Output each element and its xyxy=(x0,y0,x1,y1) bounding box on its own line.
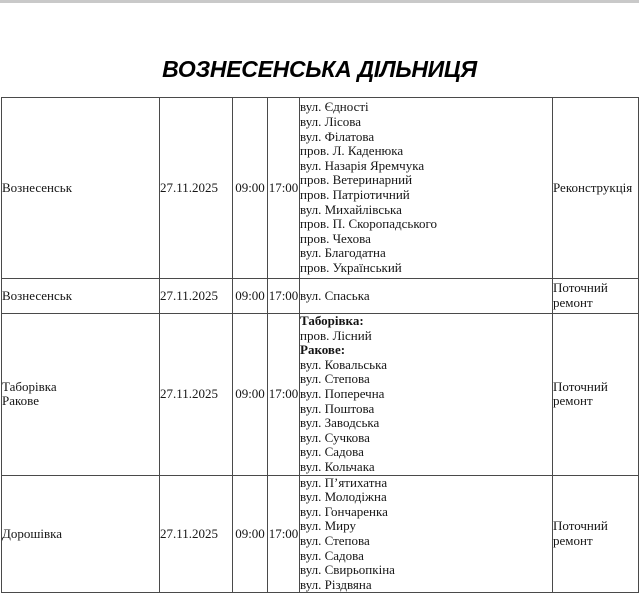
table-row xyxy=(2,475,639,593)
settlement-group-label: Ракове: xyxy=(300,342,346,358)
settlement-group-label: Таборівка: xyxy=(300,313,364,328)
street-line: вул. Гончаренка xyxy=(300,503,388,519)
end-time-cell: 17:00 xyxy=(268,279,300,314)
street-line: вул. Спаська xyxy=(300,287,370,303)
work-type-cell: Реконструкція xyxy=(553,98,639,279)
streets-cell xyxy=(300,98,553,279)
street-line: вул. Свирьопкіна xyxy=(300,562,395,578)
end-time-cell: 17:00 xyxy=(268,314,300,476)
location-line: Вознесенськ xyxy=(2,287,73,303)
street-line: вул. Заводська xyxy=(300,415,380,431)
street-line: вул. Лісова xyxy=(300,114,362,130)
table-row xyxy=(2,314,639,476)
outage-schedule-table xyxy=(1,97,639,593)
street-line: вул. Степова xyxy=(300,371,370,387)
streets-cell xyxy=(300,314,553,476)
location-line: Дорошівка xyxy=(2,525,63,541)
street-line: вул. Поштова xyxy=(300,400,375,416)
location-cell xyxy=(2,314,160,476)
street-line: пров. Л. Каденюка xyxy=(300,143,404,159)
street-line: вул. Поперечна xyxy=(300,385,385,401)
start-time-cell: 09:00 xyxy=(233,314,268,476)
street-line: пров. Ветеринарний xyxy=(300,172,413,188)
street-line: вул. Благодатна xyxy=(300,245,386,261)
start-time-cell: 09:00 xyxy=(233,475,268,593)
street-line: вул. Ковальська xyxy=(300,356,387,372)
date-cell: 27.11.2025 xyxy=(160,98,233,279)
street-line: пров. П. Скоропадського xyxy=(300,216,438,232)
location-line: Ракове xyxy=(2,393,39,409)
work-type-cell: Поточний ремонт xyxy=(553,314,639,476)
street-line: вул. Назарія Яремчука xyxy=(300,157,425,173)
date-cell: 27.11.2025 xyxy=(160,475,233,593)
street-line: вул. Миру xyxy=(300,518,356,534)
street-line: вул. Різдвяна xyxy=(300,576,372,592)
street-line: вул. Садова xyxy=(300,547,364,563)
streets-cell xyxy=(300,279,553,314)
end-time-cell: 17:00 xyxy=(268,98,300,279)
table-row xyxy=(2,279,639,314)
location-line: Вознесенськ xyxy=(2,179,73,195)
street-line: вул. Кольчака xyxy=(300,458,375,474)
street-line: пров. Патріотичний xyxy=(300,187,410,202)
street-line: вул. Філатова xyxy=(300,128,375,144)
start-time-cell: 09:00 xyxy=(233,279,268,314)
date-cell: 27.11.2025 xyxy=(160,279,233,314)
street-line: вул. Сучкова xyxy=(300,429,370,445)
work-type-cell: Поточний ремонт xyxy=(553,475,639,593)
end-time-cell: 17:00 xyxy=(268,475,300,593)
location-cell xyxy=(2,475,160,593)
page-title: ВОЗНЕСЕНСЬКА ДІЛЬНИЦЯ xyxy=(162,56,477,82)
street-line: вул. Степова xyxy=(300,532,370,548)
streets-cell xyxy=(300,475,553,593)
table-body xyxy=(2,98,639,593)
street-line: пров. Лісний xyxy=(300,327,372,343)
street-line: вул. Єдності xyxy=(300,99,369,115)
location-cell xyxy=(2,279,160,314)
start-time-cell: 09:00 xyxy=(233,98,268,279)
street-line: вул. Михайлівська xyxy=(300,201,402,217)
work-type-cell: Поточний ремонт xyxy=(553,279,639,314)
street-line: вул. П’ятихатна xyxy=(300,474,388,490)
date-cell: 27.11.2025 xyxy=(160,314,233,476)
street-line: вул. Садова xyxy=(300,444,364,460)
top-border-strip xyxy=(0,0,639,3)
street-line: пров. Український xyxy=(300,259,402,275)
table-row xyxy=(2,98,639,279)
location-cell xyxy=(2,98,160,279)
street-line: вул. Молодіжна xyxy=(300,489,387,505)
location-line: Таборівка xyxy=(2,378,57,394)
street-line: пров. Чехова xyxy=(300,230,371,246)
